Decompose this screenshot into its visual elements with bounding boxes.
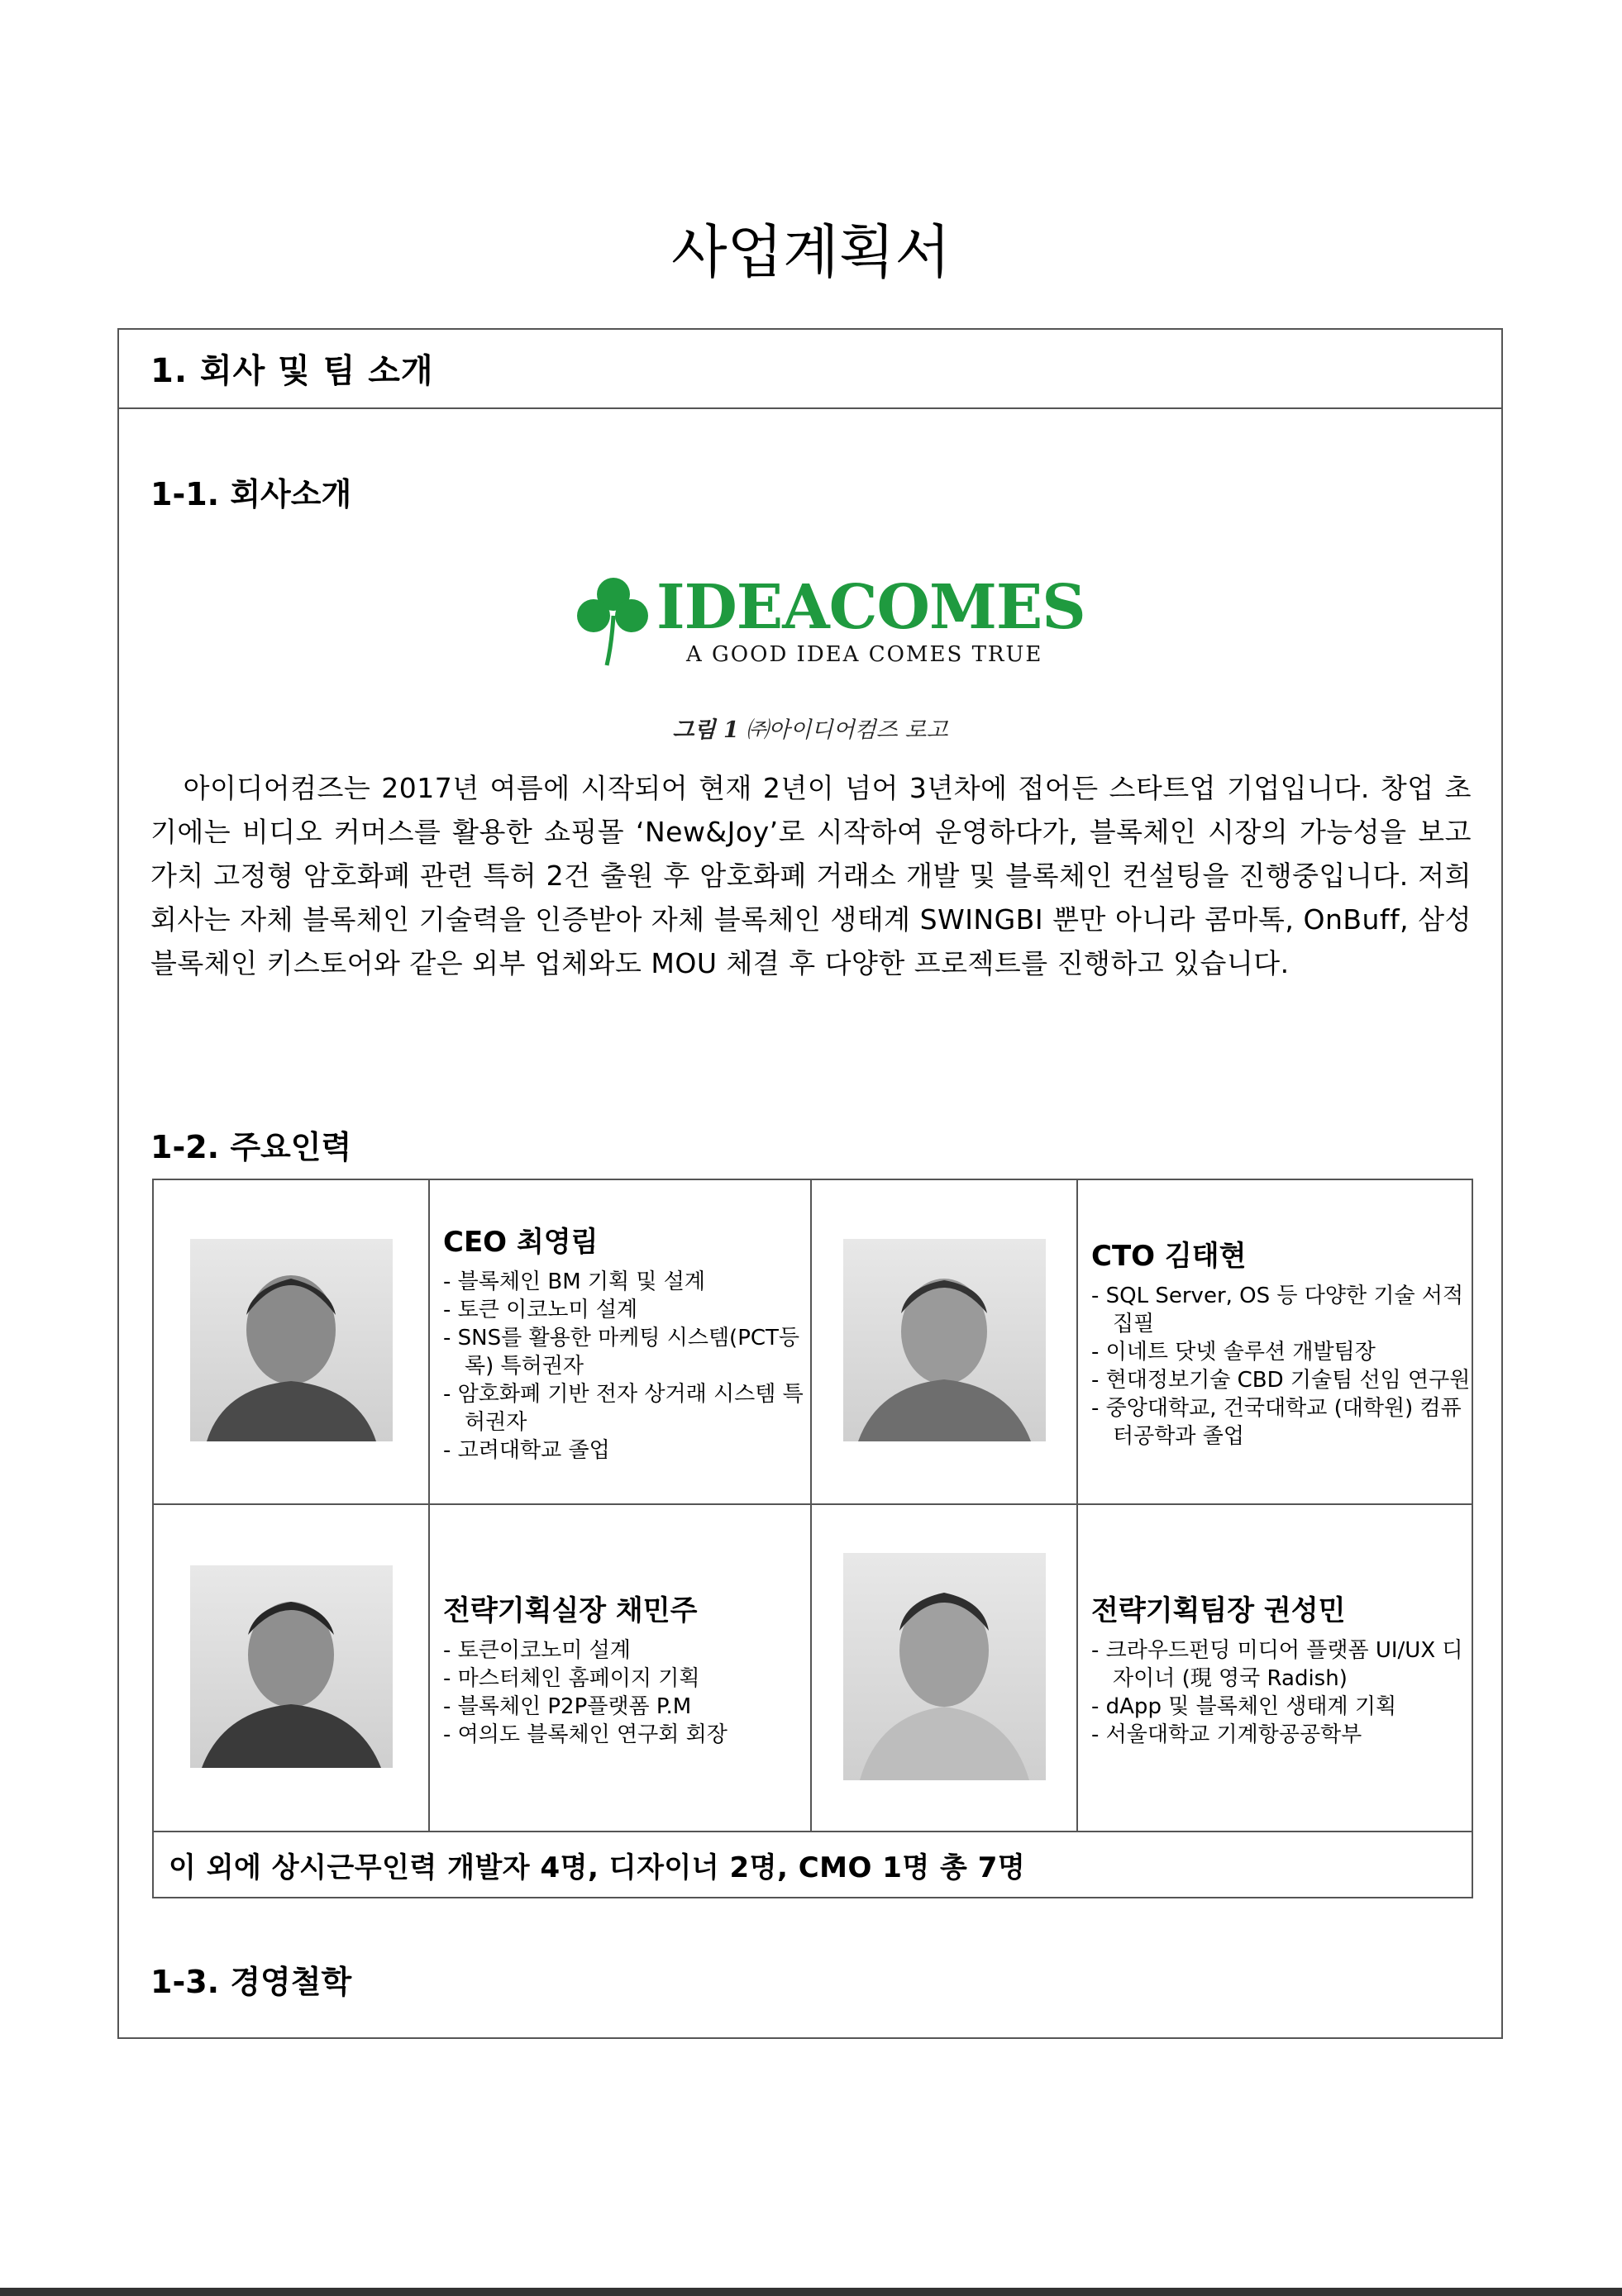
strategy-lead-photo xyxy=(843,1553,1046,1780)
strategy-director-info-cell xyxy=(429,1504,811,1832)
strategy-director-name: 전략기획실장 채민주 xyxy=(443,1593,698,1627)
person-portrait-icon xyxy=(190,1239,393,1441)
page-title: 사업계획서 xyxy=(670,218,952,286)
list-item: - 크라우드펀딩 미디어 플랫폼 UI/UX 디자이너 (現 영국 Radish) xyxy=(1091,1637,1463,1691)
photo-cell xyxy=(153,1179,429,1504)
section-box xyxy=(117,328,1503,2039)
clover-icon xyxy=(574,569,653,669)
list-item: - 블록체인 P2P플랫폼 P.M xyxy=(443,1693,692,1719)
cto-name: CTO 김태현 xyxy=(1091,1240,1247,1273)
list-item: - 고려대학교 졸업 xyxy=(443,1438,610,1463)
list-item: - dApp 및 블록체인 생태계 기획 xyxy=(1091,1693,1397,1719)
strategy-director-photo xyxy=(190,1565,393,1768)
ceo-bullets xyxy=(443,1268,810,1465)
strategy-director-bullets xyxy=(443,1636,810,1749)
cto-photo xyxy=(843,1239,1046,1441)
company-logo xyxy=(574,569,1085,669)
cto-info-cell xyxy=(1077,1179,1472,1504)
caption-text: ㈜아이디어컴즈 로고 xyxy=(746,717,948,743)
caption-label: 그림 1 xyxy=(672,717,739,743)
subsection-heading-philosophy: 1-3. 경영철학 xyxy=(150,1964,352,2000)
subsection-heading-company: 1-1. 회사소개 xyxy=(150,476,352,512)
table-row xyxy=(153,1832,1472,1898)
subsection-heading-staff: 1-2. 주요인력 xyxy=(150,1129,352,1165)
staff-table xyxy=(152,1179,1473,1898)
list-item: - 토큰이코노미 설계 xyxy=(443,1637,631,1663)
photo-cell xyxy=(811,1504,1077,1832)
section-header-text: 1. 회사 및 팀 소개 xyxy=(150,352,434,390)
logo-wordmark: IDEACOMES xyxy=(656,572,1085,643)
logo-tagline: A GOOD IDEA COMES TRUE xyxy=(686,642,1043,667)
figure-caption xyxy=(119,712,1501,744)
strategy-lead-info-cell xyxy=(1077,1504,1472,1832)
strategy-lead-name: 전략기획팀장 권성민 xyxy=(1091,1593,1346,1627)
table-row xyxy=(153,1504,1472,1832)
ceo-info-cell xyxy=(429,1179,811,1504)
photo-cell xyxy=(811,1179,1077,1504)
list-item: - SQL Server, OS 등 다양한 기술 서적 집필 xyxy=(1091,1284,1464,1336)
ceo-name: CEO 최영림 xyxy=(443,1226,599,1259)
photo-cell xyxy=(153,1504,429,1832)
company-intro-paragraph: 아이디어컴즈는 2017년 여름에 시작되어 현재 2년이 넘어 3년차에 접어든 스타트업 기업입니다. 창업 초기에는 비디오 커머스를 활용한 쇼핑몰 ‘New&Joy’로 시작하여 운영하다가, 블록체인 시장의 가능성을 보고 가치 고정형 암호화폐 관련 특허 2건 출원 후 암호화폐 거래소 개발 및 블록체인 컨설팅을 진행중입니다. 저희 회사는 자체 블록체인 기술력을 인증받아 자체 블록체인 생태계 SWINGBI 뿐만 아니라 콤마톡, OnBuff, 삼성 블록체인 키스토어와 같은 외부 업체와도 MOU 체결 후 다양한 프로젝트를 진행하고 있습니다. xyxy=(150,772,1472,979)
section-header xyxy=(119,330,1501,409)
list-item: - 여의도 블록체인 연구회 회장 xyxy=(443,1722,728,1747)
list-item: - 블록체인 BM 기획 및 설계 xyxy=(443,1269,706,1294)
list-item: - 서울대학교 기계항공공학부 xyxy=(1091,1722,1362,1747)
person-portrait-icon xyxy=(843,1239,1046,1441)
list-item: - 암호화폐 기반 전자 상거래 시스템 특허권자 xyxy=(443,1382,804,1435)
bottom-edge-bar xyxy=(0,2288,1622,2296)
staff-footer-note: 이 외에 상시근무인력 개발자 4명, 디자이너 2명, CMO 1명 총 7명 xyxy=(153,1832,1472,1898)
ceo-photo xyxy=(190,1239,393,1441)
table-row xyxy=(153,1179,1472,1504)
person-portrait-icon xyxy=(843,1553,1046,1780)
list-item: - SNS를 활용한 마케팅 시스템(PCT등록) 특허권자 xyxy=(443,1326,800,1379)
strategy-lead-bullets xyxy=(1091,1636,1472,1749)
list-item: - 이네트 닷넷 솔루션 개발팀장 xyxy=(1091,1340,1376,1365)
person-portrait-icon xyxy=(190,1565,393,1768)
list-item: - 토큰 이코노미 설계 xyxy=(443,1298,638,1322)
list-item: - 현대정보기술 CBD 기술팀 선임 연구원 xyxy=(1091,1368,1471,1393)
list-item: - 마스터체인 홈페이지 기획 xyxy=(443,1665,700,1691)
cto-bullets xyxy=(1091,1282,1472,1450)
list-item: - 중앙대학교, 건국대학교 (대학원) 컴퓨터공학과 졸업 xyxy=(1091,1396,1462,1449)
